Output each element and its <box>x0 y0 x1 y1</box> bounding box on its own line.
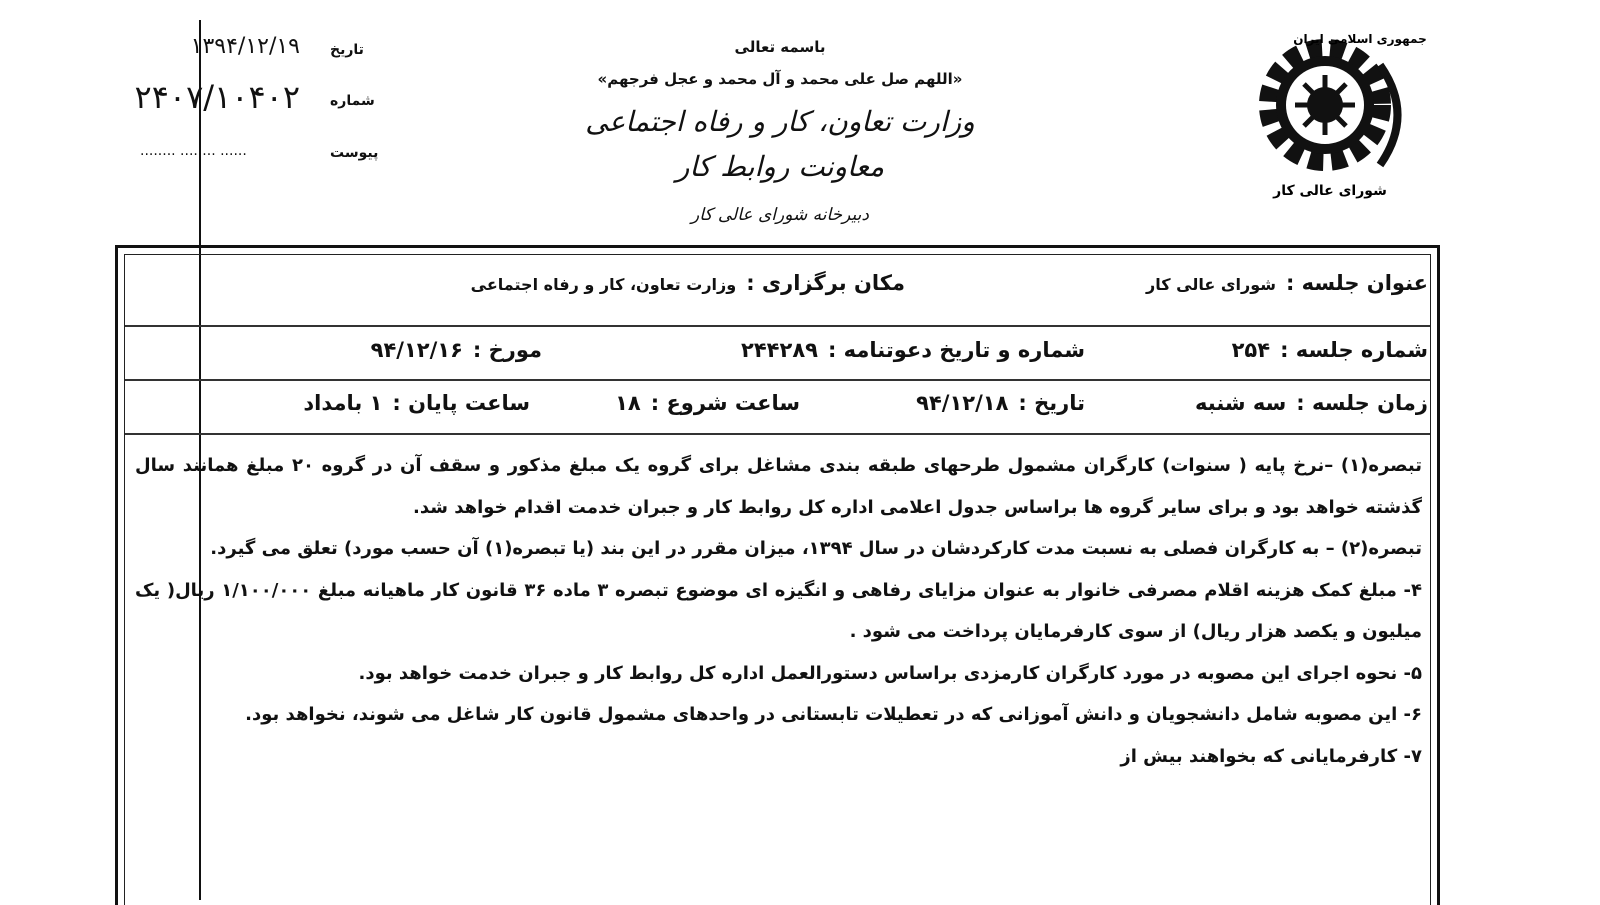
resolution-text <box>135 445 1422 777</box>
number-label: شماره <box>330 93 375 109</box>
date-label: تاریخ : <box>1018 391 1085 415</box>
date-value: ۱۳۹۴/۱۲/۱۹ <box>190 34 300 59</box>
secretariat-name: دبیرخانه شورای عالی کار <box>691 205 869 225</box>
attachment-label: پیوست <box>330 145 379 161</box>
number-value: ۲۴۰۷/۱۰۴۰۲ <box>134 78 300 116</box>
row-time <box>125 391 1430 431</box>
paragraph-item-7: ۷- کارفرمایانی که بخواهند بیش از <box>1120 745 1422 767</box>
meeting-number-value: ۲۵۴ <box>1231 338 1271 362</box>
bismillah: باسمه تعالی <box>734 38 826 56</box>
paragraph-note-1: تبصره(۱) –نرخ پایه ( سنوات) کارگران مشمول طرحهای طبقه بندی مشاغل برای گروه یک مبلغ مذکور و سقف آن در گروه ۲۰ مبلغ همانند سال گذشته خواهد بود و برای سایر گروه ها براساس جدول اعلامی اداره کل روابط کار و جبران خدمت اقدام خواهد شد. <box>135 455 1422 518</box>
start-label: ساعت شروع : <box>650 391 800 415</box>
end-value: ۱ بامداد <box>303 391 383 415</box>
dated-value: ۹۴/۱۲/۱۶ <box>370 338 463 362</box>
paragraph-item-4: ۴- مبلغ کمک هزینه اقلام مصرفی خانوار به عنوان مزایای رفاهی و انگیزه ای موضوع تبصره ۳ ماده ۳۶ قانون کار ماهیانه مبلغ ۱/۱۰۰/۰۰۰ ریال( یک میلیون و یکصد هزار ریال) از سوی کارفرمایان پرداخت می شود . <box>135 579 1422 642</box>
start-value: ۱۸ <box>615 391 641 415</box>
minutes-table <box>115 245 1440 905</box>
date-value: ۹۴/۱۲/۱۸ <box>916 391 1009 415</box>
paragraph-note-2: تبصره(۲) – به کارگران فصلی به نسبت مدت کارکردشان در سال ۱۳۹۴، میزان مقرر در این بند (یا تبصره(۱) آن حسب مورد) تعلق می گیرد. <box>210 538 1422 559</box>
venue-value: وزارت تعاون، کار و رفاه اجتماعی <box>470 275 737 294</box>
title-label: عنوان جلسه : <box>1285 271 1428 295</box>
title-value: شورای عالی کار <box>1146 275 1276 294</box>
end-label: ساعت پایان : <box>392 391 530 415</box>
divider <box>125 325 1430 327</box>
divider <box>125 433 1430 435</box>
paragraph-item-5: ۵- نحوه اجرای این مصوبه در مورد کارگران کارمزدی براساس دستورالعمل اداره کل روابط کار و جبران خدمت خواهد بود. <box>358 662 1422 684</box>
ministry-name: وزارت تعاون، کار و رفاه اجتماعی <box>585 105 975 138</box>
logo-bottom-text: شورای عالی کار <box>1273 183 1387 199</box>
paragraph-item-6: ۶- این مصوبه شامل دانشجویان و دانش آموزانی که در تعطیلات تابستانی در واحدهای مشمول قانون کار شاغل می شوند، نخواهد بود. <box>245 704 1422 725</box>
deputy-name: معاونت روابط کار <box>675 150 885 183</box>
gear-emblem-icon <box>1230 25 1430 215</box>
time-value: سه شنبه <box>1195 391 1287 415</box>
invitation-label: شماره و تاریخ دعوتنامه : <box>827 338 1085 362</box>
meeting-number-label: شماره جلسه : <box>1280 338 1428 362</box>
row-title <box>125 267 1430 317</box>
logo-top-text: جمهوری اسلامی ایران <box>1293 32 1427 46</box>
date-label: تاریخ <box>330 42 364 58</box>
time-label: زمان جلسه : <box>1296 391 1428 415</box>
salavat: «اللهم صل علی محمد و آل محمد و عجل فرجهم» <box>597 70 963 88</box>
row-number <box>125 338 1430 378</box>
invitation-value: ۲۴۴۲۸۹ <box>741 338 818 362</box>
attachment-value: ........ ........ ...... <box>140 143 247 159</box>
dated-label: مورخ : <box>472 338 542 362</box>
council-logo <box>1230 25 1430 215</box>
venue-label: مکان برگزاری : <box>746 271 905 295</box>
divider <box>125 379 1430 381</box>
